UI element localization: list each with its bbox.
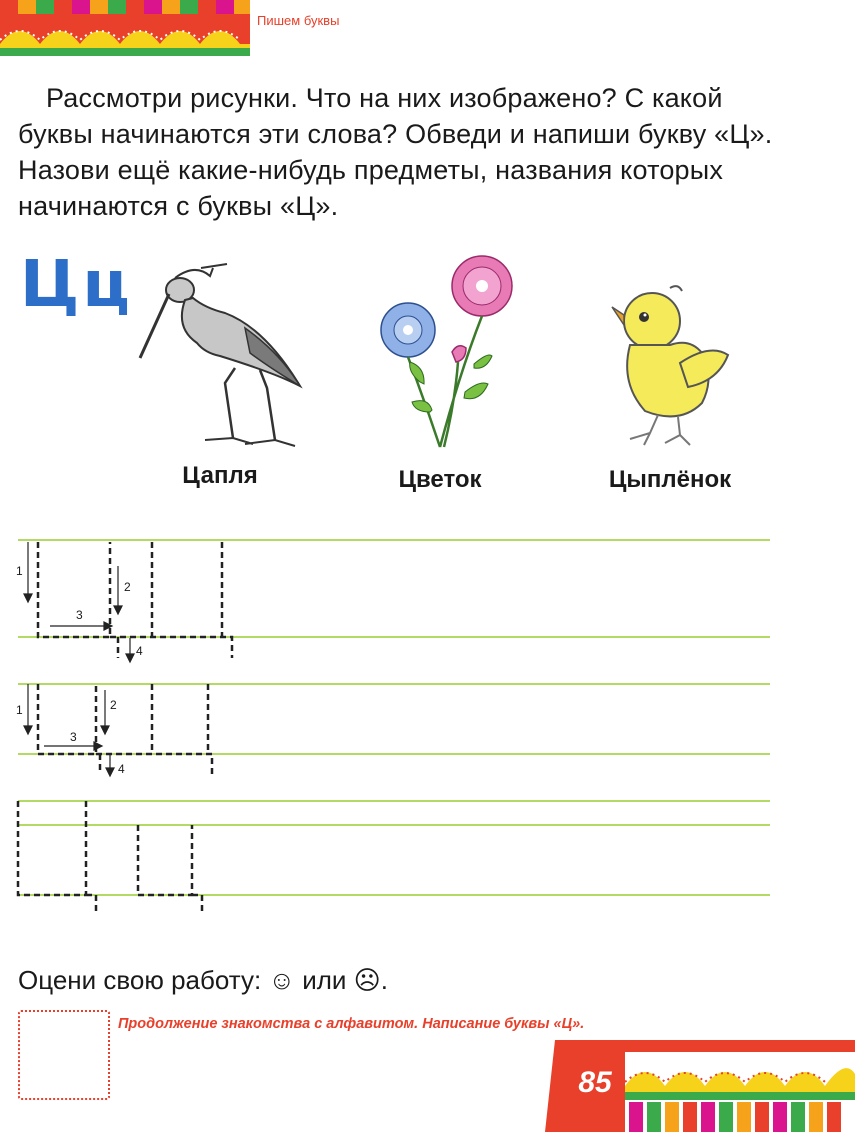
chick-icon — [610, 283, 740, 448]
heron-icon — [135, 258, 310, 453]
traced-letter-large — [38, 542, 232, 658]
header-ornament — [0, 0, 250, 56]
self-check-prompt: Оцени свою работу: ☺ или ☹. — [18, 965, 388, 995]
flower-icon — [370, 252, 530, 452]
section-label: Пишем буквы — [257, 13, 340, 28]
stroke-number: 4 — [118, 762, 125, 776]
page-number: 85 — [578, 1066, 612, 1099]
traced-letter-small — [38, 684, 212, 774]
stroke-number: 3 — [70, 730, 77, 744]
caption-flower: Цветок — [398, 466, 482, 493]
caption-heron: Цапля — [182, 462, 258, 489]
caption-chick: Цыплёнок — [608, 466, 732, 493]
stroke-number: 2 — [110, 698, 117, 712]
stroke-number: 1 — [16, 564, 23, 578]
lesson-topic: Продолжение знакомства с алфавитом. Написание буквы «Ц». — [118, 1016, 585, 1032]
stroke-number: 3 — [76, 608, 83, 622]
task-instructions: Рассмотри рисунки. Что на них изображено? С какой буквы начинаются эти слова? Обведи и напиши букву «Ц». Назови ещё какие-нибудь предметы, названия которых начинаются с буквы «Ц». — [18, 83, 773, 221]
stroke-arrows — [24, 542, 134, 776]
stroke-number: 1 — [16, 703, 23, 717]
stroke-number: 2 — [124, 580, 131, 594]
teacher-note-box — [18, 1010, 110, 1100]
letter-title: Цц — [20, 248, 133, 322]
traced-letter-pair — [18, 801, 202, 915]
stroke-number: 4 — [136, 644, 143, 658]
